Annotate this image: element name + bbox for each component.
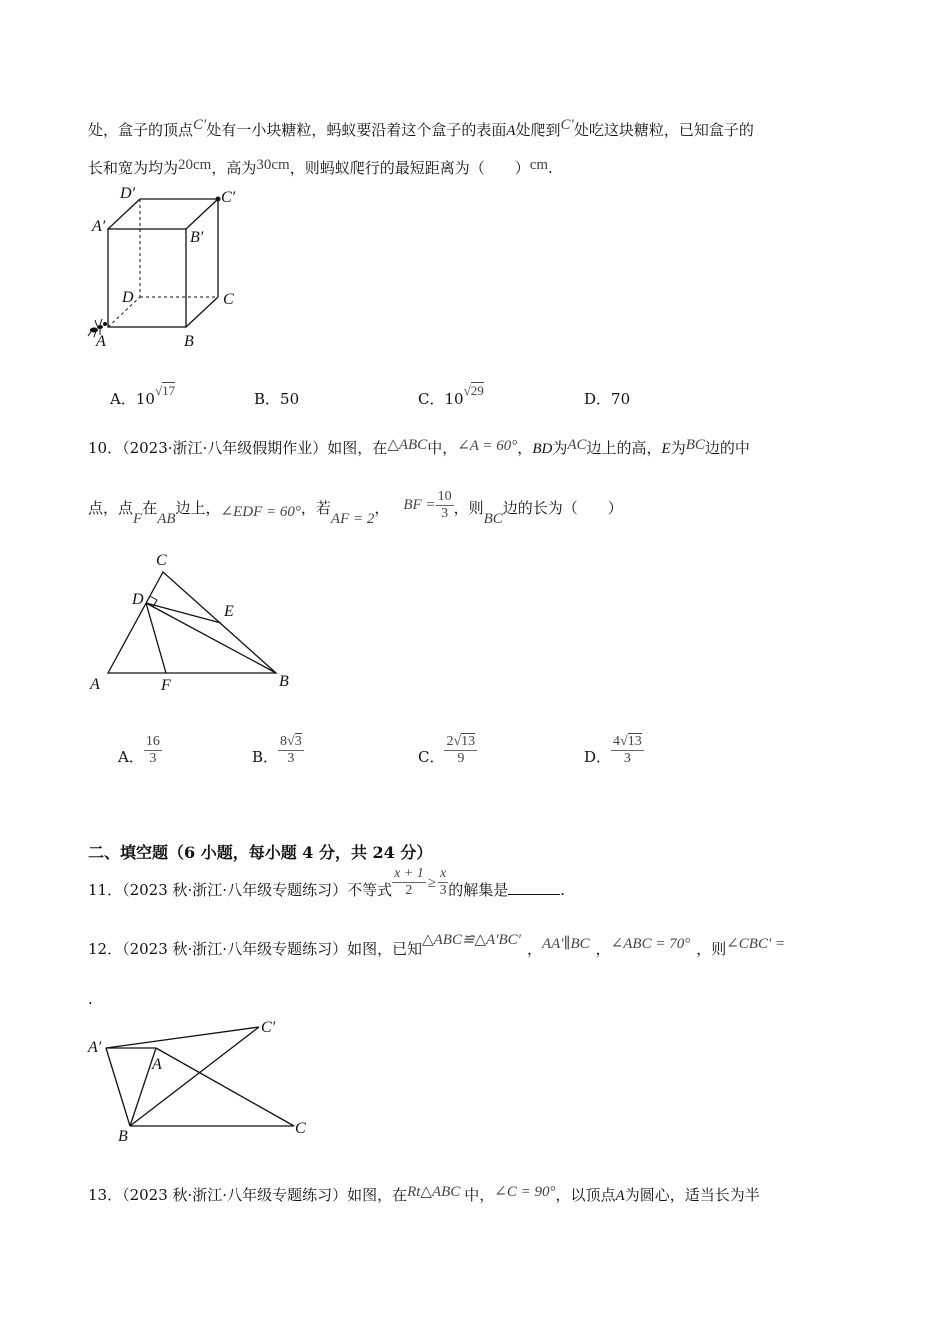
congruent-triangles-figure	[84, 1016, 324, 1146]
q9-option-d[interactable]: D．70	[584, 390, 631, 408]
label-c: C	[223, 291, 234, 308]
label-a-prime: A′	[92, 218, 106, 235]
math-a: A	[506, 123, 516, 139]
label-e: E	[224, 603, 234, 620]
label-f: F	[161, 677, 171, 694]
label-a: A	[90, 676, 100, 693]
label-b-prime: B′	[190, 229, 204, 246]
label-d: D	[122, 289, 134, 306]
q13-text: 13．（2023 秋·浙江·八年级专题练习）如图，在Rt△ABC 中，∠C = 90°，以顶点A为圆心，适当长为半	[88, 1184, 760, 1204]
q9-option-c[interactable]: C．10√29	[418, 383, 484, 408]
math-c-prime: C′	[560, 117, 574, 133]
q10-option-b[interactable]: B． $\frac{8√3}{3}$	[252, 734, 302, 766]
label-b: B	[118, 1128, 128, 1145]
math-cm: cm	[529, 157, 549, 173]
fraction-x-plus-1-over-2: $\frac{x + 1}{2}$	[394, 866, 424, 898]
q12-text: 12．（2023 秋·浙江·八年级专题练习）如图，已知△ABC≌△A′BC′ ，AA′∥BC ，∠ABC = 70° ，则∠CBC′ =	[88, 932, 786, 958]
label-b: B	[184, 333, 194, 350]
triangle-abc-figure	[84, 548, 304, 696]
q10-text-line-2: 点，点F在AB边上，∠EDF = 60°，若AF = 2， BF = $\frac{10}{3}$ ，则BC边的长为（ ）	[88, 488, 623, 527]
label-a: A	[152, 1056, 162, 1073]
q11-text: 11．（2023 秋·浙江·八年级专题练习）不等式 $\frac{x + 1}{2}$ ≥ $\frac{x}{3}$ 的解集是 .	[88, 866, 565, 899]
label-b: B	[279, 673, 289, 690]
q9-option-b[interactable]: B．50	[254, 390, 300, 408]
fraction-x-over-3: $\frac{x}{3}$	[439, 866, 447, 898]
math-c-prime: C′	[193, 117, 207, 133]
q12-line-2: .	[88, 990, 93, 1008]
q10-option-c[interactable]: C． $\frac{2√13}{9}$	[418, 734, 476, 766]
math-20cm: 20cm	[178, 157, 212, 173]
label-d: D	[132, 591, 144, 608]
q10-text-line-1: 10．（2023·浙江·八年级假期作业）如图，在△ABC中，∠A = 60°，BD为AC边上的高，E为BC边的中	[88, 437, 750, 457]
q10-option-d[interactable]: D． $\frac{4√13}{3}$	[584, 734, 642, 766]
label-c: C	[295, 1120, 306, 1137]
label-a: A	[96, 333, 106, 350]
math-30cm: 30cm	[256, 157, 290, 173]
answer-blank[interactable]	[508, 880, 560, 895]
section-title: 二、填空题（6 小题，每小题 4 分，共 24 分）	[88, 843, 433, 862]
q9-option-a[interactable]: A．10√17	[110, 383, 176, 408]
label-d-prime: D′	[120, 185, 136, 202]
label-c-prime: C′	[221, 189, 236, 206]
fraction-bf: $\frac{10}{3}$	[437, 488, 452, 521]
label-c: C	[156, 552, 167, 569]
q9-text-line-2: 长和宽为均为20cm，高为30cm，则蚂蚁爬行的最短距离为（ ）cm.	[88, 157, 553, 177]
label-c-prime: C′	[261, 1019, 276, 1036]
label-a-prime: A′	[88, 1039, 102, 1056]
q10-option-a[interactable]: A． $\frac{16}{3}$	[118, 734, 160, 766]
cube-figure	[80, 184, 250, 352]
q9-text-line-1: 处，盒子的顶点C′处有一小块糖粒，蚂蚁要沿着这个盒子的表面A处爬到C′处吃这块糖粒，已知盒子的	[88, 117, 754, 139]
